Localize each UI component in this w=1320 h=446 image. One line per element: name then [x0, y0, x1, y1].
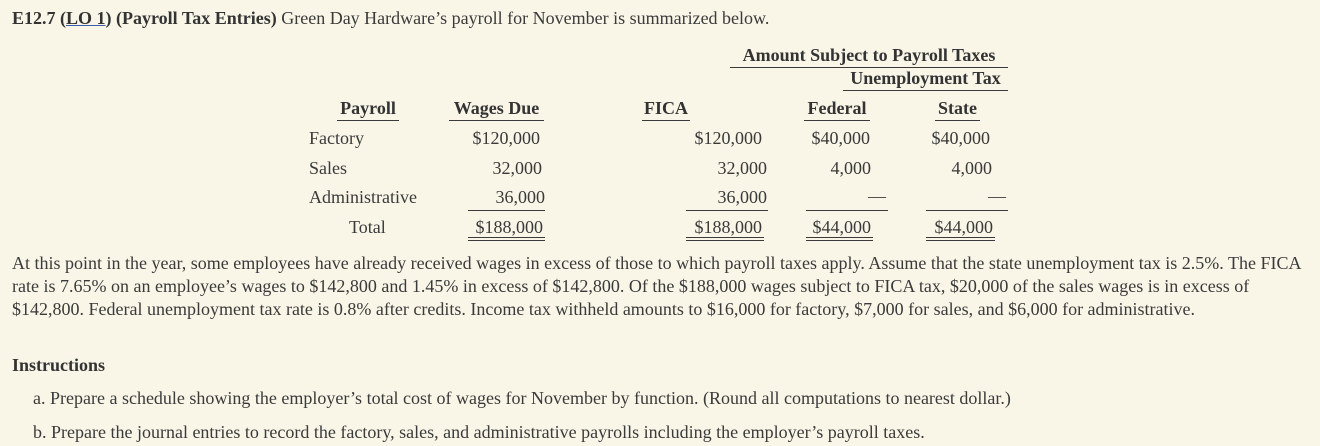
cell-state: $40,000	[931, 128, 990, 148]
cell-wages: 36,000	[495, 187, 545, 207]
cell-federal: $40,000	[811, 128, 870, 148]
problem-description: At this point in the year, some employees have already received wages in excess of those to which payroll taxes apply. Assume that the state unemployment tax is 2.5%. The FICA rate is 7.65% on an employee’s wages to $142,800 and 1.45% in excess of $142,800. Of the $188,000 wages subject to FICA tax, $20,000 of the sales wages is in excess of $142,800. Federal unemployment tax rate is 0.8% after credits. Income tax withheld amounts to $16,000 for factory, $7,000 for sales, and $6,000 for administrative.	[12, 253, 1301, 319]
row-label: Factory	[309, 128, 364, 148]
col-state: State	[938, 98, 977, 118]
problem-topic: (Payroll Tax Entries)	[116, 8, 277, 28]
unemployment-header: Unemployment Tax	[850, 68, 1001, 88]
group-header: Amount Subject to Payroll Taxes	[742, 45, 996, 65]
lo-close: )	[105, 8, 112, 28]
problem-intro: Green Day Hardware’s payroll for November is summarized below.	[281, 8, 770, 28]
learning-objective-link[interactable]: LO 1	[66, 8, 106, 28]
problem-number: E12.7	[12, 8, 56, 28]
cell-federal: 4,000	[830, 158, 871, 178]
col-fica: FICA	[644, 98, 688, 118]
instruction-item-a: a. Prepare a schedule showing the employer’s total cost of wages for November by function. (Round all computations to nearest dollar.)	[33, 388, 1011, 408]
col-wages-due: Wages Due	[453, 98, 540, 118]
total-federal: $44,000	[812, 217, 871, 237]
total-wages: $188,000	[475, 217, 543, 237]
lo-open: (	[60, 8, 67, 28]
total-fica: $188,000	[694, 217, 762, 237]
total-state: $44,000	[934, 217, 993, 237]
col-federal: Federal	[807, 98, 867, 118]
cell-wages: 32,000	[492, 158, 542, 178]
row-label: Sales	[309, 158, 347, 178]
problem-title	[12, 8, 769, 29]
cell-fica: $120,000	[694, 128, 762, 148]
cell-state: 4,000	[951, 158, 992, 178]
cell-federal: —	[868, 186, 886, 206]
cell-wages: $120,000	[472, 128, 540, 148]
row-label: Administrative	[309, 187, 417, 207]
cell-fica: 32,000	[717, 158, 767, 178]
instructions-heading: Instructions	[12, 355, 106, 375]
cell-state: —	[988, 186, 1006, 206]
col-payroll: Payroll	[340, 98, 396, 118]
cell-fica: 36,000	[717, 187, 767, 207]
instruction-item-b: b. Prepare the journal entries to record the factory, sales, and administrative payrolls including the employer’s payroll taxes.	[33, 422, 925, 442]
total-label: Total	[349, 217, 386, 237]
